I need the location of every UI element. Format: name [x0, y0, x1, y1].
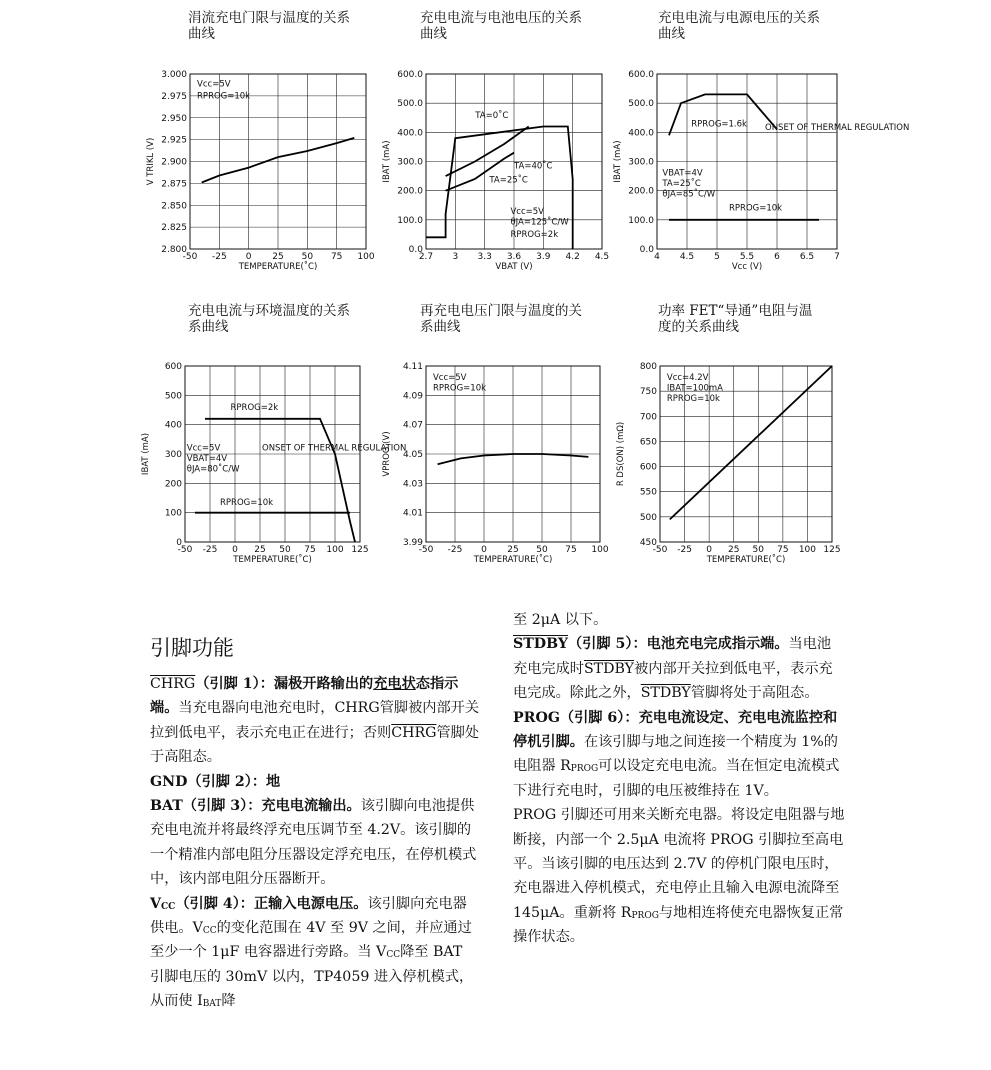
chart-1-marks: [146, 70, 375, 272]
chart-annotation: TA=25˚C: [489, 175, 528, 186]
caption-chart-1: 涓流充电门限与温度的关系 曲线: [188, 10, 350, 42]
x-tick-label: 4.2: [565, 252, 580, 262]
y-tick-label: 0.0: [408, 245, 423, 255]
x-tick-label: 2.7: [418, 252, 434, 262]
x-tick-label: 25: [727, 545, 740, 555]
prog-pin-paragraph: PROG（引脚 6）：充电电流设定、充电电流监控和停机引脚。在该引脚与地之间连接一个精度为 1%的电阻器 $R_{PROG}$可以设定充电电流。当在恒定电流模式下进行充电时，引脚的电压被维持在 1V。: [513, 709, 840, 799]
chart-annotation: RPROG=1.6k: [691, 119, 747, 130]
caption-chart-6: 功率 FET“导通”电阻与温 度的关系曲线: [658, 303, 813, 335]
y-tick-label: 750: [639, 387, 657, 398]
y-tick-label: 2.875: [161, 179, 187, 190]
x-tick-label: 100: [798, 545, 817, 555]
chart-5-marks: [382, 362, 609, 565]
chart-annotation: RPROG=2k: [510, 229, 559, 240]
y-tick-label: 400.0: [397, 128, 423, 139]
chart-4-marks: [141, 362, 406, 565]
y-tick-label: 600: [639, 462, 657, 473]
x-tick-label: 4: [654, 252, 660, 262]
y-axis-label: VPROG (V): [382, 431, 392, 477]
x-tick-label: 4.5: [594, 252, 610, 262]
y-axis-label: R DS(ON) (mΩ): [616, 421, 626, 487]
y-tick-label: 450: [639, 538, 657, 548]
chart-annotation: θJA=80˚C/W: [186, 464, 240, 475]
x-tick-label: -25: [677, 545, 692, 555]
chart-annotation: VBAT=4V: [662, 168, 703, 179]
x-tick-label: 0: [481, 545, 487, 555]
gnd-pin-paragraph: GND（引脚 2）：地: [150, 773, 281, 790]
x-tick-label: 3: [452, 252, 459, 262]
y-tick-label: 2.925: [161, 135, 187, 146]
chart-annotation: RPROG=10k: [220, 498, 274, 509]
chart-annotation: θJA=85˚C/W: [662, 189, 716, 200]
y-tick-label: 3.99: [402, 538, 423, 548]
x-tick-label: -50: [418, 545, 434, 555]
vcc-continuation: 至 2μA 以下。: [513, 612, 608, 628]
x-tick-label: 0: [232, 545, 238, 555]
y-tick-label: 400: [164, 420, 182, 431]
chrg-pin-name: CHRG: [150, 676, 196, 692]
y-tick-label: 650: [639, 437, 657, 448]
x-tick-label: -25: [202, 545, 218, 555]
y-tick-label: 2.800: [161, 245, 187, 255]
x-tick-label: 25: [254, 545, 266, 555]
chart-ibat-vs-vcc: [612, 66, 910, 276]
y-tick-label: 2.950: [161, 113, 187, 124]
y-tick-label: 600: [164, 362, 182, 372]
chart-annotation: RPROG=10k: [729, 203, 783, 214]
x-tick-label: 75: [330, 252, 343, 262]
y-tick-label: 200.0: [628, 186, 654, 197]
y-axis-label: IBAT (mA): [141, 432, 151, 476]
y-tick-label: 4.05: [402, 450, 423, 460]
chart-3-marks: [613, 70, 909, 272]
chart-annotation: TA=25˚C: [662, 179, 701, 189]
y-tick-label: 2.850: [161, 201, 187, 212]
chart-annotation: TA=0˚C: [475, 110, 509, 121]
x-tick-label: 25: [272, 252, 284, 262]
x-tick-label: 50: [279, 545, 291, 555]
y-tick-label: 500: [164, 391, 182, 402]
y-tick-label: 4.03: [402, 479, 423, 490]
y-tick-label: 400.0: [628, 128, 654, 139]
x-tick-label: 125: [351, 545, 369, 555]
chart-recharge-threshold-vs-temp: [376, 360, 616, 574]
x-tick-label: 100: [357, 252, 375, 262]
y-tick-label: 300.0: [397, 157, 423, 168]
x-tick-label: 50: [301, 252, 314, 262]
x-axis-label: TEMPERATURE(˚C): [706, 555, 786, 565]
chart-ibat-vs-vbat: [376, 66, 616, 276]
x-axis-label: VBAT (V): [495, 262, 533, 272]
y-tick-label: 600.0: [397, 70, 423, 80]
y-axis-label: IBAT (mA): [613, 140, 623, 183]
y-tick-label: 2.975: [161, 91, 187, 102]
x-axis-label: TEMPERATURE(˚C): [473, 555, 553, 565]
x-axis-label: TEMPERATURE(˚C): [233, 555, 312, 565]
x-tick-label: 0: [245, 252, 252, 262]
chart-trickle-threshold-vs-temp: [140, 66, 380, 276]
chart-annotation: Vcc=5V: [432, 373, 467, 384]
chrg-heading: （引脚 1）：漏极开路输出的充电状态指示端。: [150, 676, 459, 717]
y-tick-label: 200: [164, 479, 182, 490]
chart-2-marks: [382, 70, 609, 272]
chart-annotation: ONSET OF THERMAL REGULATION: [765, 123, 910, 133]
x-tick-label: 3.3: [477, 252, 492, 262]
y-tick-label: 500.0: [628, 99, 654, 110]
x-tick-label: 75: [565, 545, 577, 555]
y-tick-label: 800: [639, 362, 657, 372]
x-tick-label: 3.9: [536, 252, 551, 262]
y-tick-label: 0: [176, 538, 182, 548]
x-tick-label: 50: [752, 545, 765, 555]
chrg-pin-paragraph: CHRG（引脚 1）：漏极开路输出的充电状态指示端。当充电器向电池充电时，CHRG管脚被内部开关拉到低电平，表示充电正在进行；否则CHRG管脚处于高阻态。: [150, 676, 480, 766]
y-tick-label: 300: [164, 450, 182, 460]
y-axis-label: V TRIKL (V): [146, 137, 156, 186]
x-tick-label: -50: [182, 252, 198, 262]
x-tick-label: 50: [536, 545, 548, 555]
chart-annotation: RPROG=10k: [666, 394, 720, 405]
x-tick-label: 25: [507, 545, 519, 555]
chart-annotation: RPROG=2k: [230, 403, 279, 413]
y-tick-label: 100.0: [397, 215, 423, 226]
y-tick-label: 2.900: [161, 157, 187, 168]
chart-annotation: RPROG=10k: [432, 383, 487, 394]
y-tick-label: 4.09: [402, 391, 423, 402]
x-tick-label: 75: [304, 545, 316, 555]
caption-chart-3: 充电电流与电源电压的关系 曲线: [658, 10, 820, 42]
vcc-pin-paragraph: $V_{CC}$（引脚 4）：正输入电源电压。该引脚向充电器供电。$V_{CC}$的变化范围在 4V 至 9V 之间，并应通过至少一个 1μF 电容器进行旁路。当 $V_{CC}$降至 BAT 引脚电压的 30mV 以内，TP4059 进入停机模式，从而使 $I_{BAT}$降: [150, 895, 474, 1010]
y-tick-label: 4.11: [402, 362, 423, 372]
y-tick-label: 700: [639, 412, 657, 423]
x-tick-label: 100: [326, 545, 344, 555]
x-tick-label: 5: [714, 252, 720, 262]
y-tick-label: 4.01: [402, 508, 423, 519]
x-axis-label: Vcc (V): [731, 262, 763, 272]
chart-annotation: Vcc=5V: [510, 207, 544, 217]
chart-rdson-vs-temp: [612, 360, 852, 574]
x-tick-label: 4.5: [679, 252, 695, 262]
chart-annotation: Vcc=5V: [186, 443, 221, 454]
caption-chart-2: 充电电流与电池电压的关系 曲线: [420, 10, 582, 42]
x-tick-label: 75: [777, 545, 789, 555]
series-line: [205, 419, 355, 542]
pin-description-left-column: [150, 633, 480, 1014]
caption-chart-5: 再充电电压门限与温度的关 系曲线: [420, 303, 582, 335]
y-tick-label: 200.0: [397, 186, 423, 197]
caption-chart-4: 充电电流与环境温度的关系 系曲线: [188, 303, 350, 335]
prog-shutdown-paragraph: PROG 引脚还可用来关断充电器。将设定电阻器与地断接，内部一个 2.5μA 电流将 PROG 引脚拉至高电平。当该引脚的电压达到 2.7V 的停机门限电压时，充电器进入停机模式，充电停止且输入电源电流降至 145μA。重新将 $R_{PROG}$与地相连将使充电器恢复正常操作状态。: [513, 807, 845, 946]
x-tick-label: 125: [823, 545, 841, 555]
y-tick-label: 2.825: [161, 223, 187, 234]
y-tick-label: 100.0: [628, 215, 654, 226]
y-tick-label: 500.0: [397, 99, 423, 110]
stdby-pin-paragraph: STDBY（引脚 5）：电池充电完成指示端。当电池充电完成时STDBY被内部开关拉到低电平，表示充电完成。除此之外，STDBY管脚将处于高阻态。: [513, 636, 833, 702]
chart-annotation: VBAT=4V: [186, 454, 228, 465]
pin-description-right-column: [513, 608, 845, 950]
section-title: 引脚功能: [150, 636, 234, 660]
x-axis-label: TEMPERATURE(˚C): [238, 262, 318, 272]
y-tick-label: 300.0: [628, 157, 654, 168]
bat-pin-paragraph: BAT（引脚 3）：充电电流输出。该引脚向电池提供充电电流并将最终浮充电压调节至 4.2V。该引脚的一个精准内部电阻分压器设定浮充电压，在停机模式中，该内部电阻分压器断开。: [150, 798, 477, 888]
x-tick-label: 0: [706, 545, 713, 555]
x-tick-label: 6.5: [799, 252, 815, 262]
x-tick-label: 7: [834, 252, 840, 262]
x-tick-label: -50: [652, 545, 668, 555]
chart-annotation: TA=40˚C: [514, 161, 553, 172]
x-tick-label: 5.5: [739, 252, 755, 262]
y-tick-label: 500: [639, 512, 657, 523]
chart-annotation: θJA=125˚C/W: [510, 217, 569, 228]
chart-annotation: IBAT=100mA: [666, 383, 724, 394]
y-tick-label: 4.07: [402, 420, 423, 431]
y-tick-label: 100: [164, 508, 182, 519]
y-tick-label: 600.0: [628, 70, 654, 80]
y-axis-label: IBAT (mA): [382, 140, 392, 183]
chart-annotation: ONSET OF THERMAL REGULATION: [262, 443, 407, 454]
x-tick-label: 6: [774, 252, 780, 262]
x-tick-label: -50: [177, 545, 193, 555]
chart-annotation: RPROG=10k: [197, 91, 251, 102]
y-tick-label: 0.0: [639, 245, 654, 255]
x-tick-label: -25: [211, 252, 227, 262]
x-tick-label: 100: [591, 545, 609, 555]
chart-6-marks: [616, 362, 841, 565]
chart-annotation: Vcc=4.2V: [666, 373, 709, 384]
y-tick-label: 3.000: [161, 70, 187, 80]
chart-annotation: Vcc=5V: [197, 79, 231, 90]
x-tick-label: -25: [447, 545, 463, 555]
x-tick-label: 3.6: [506, 252, 522, 262]
y-tick-label: 550: [639, 487, 657, 498]
